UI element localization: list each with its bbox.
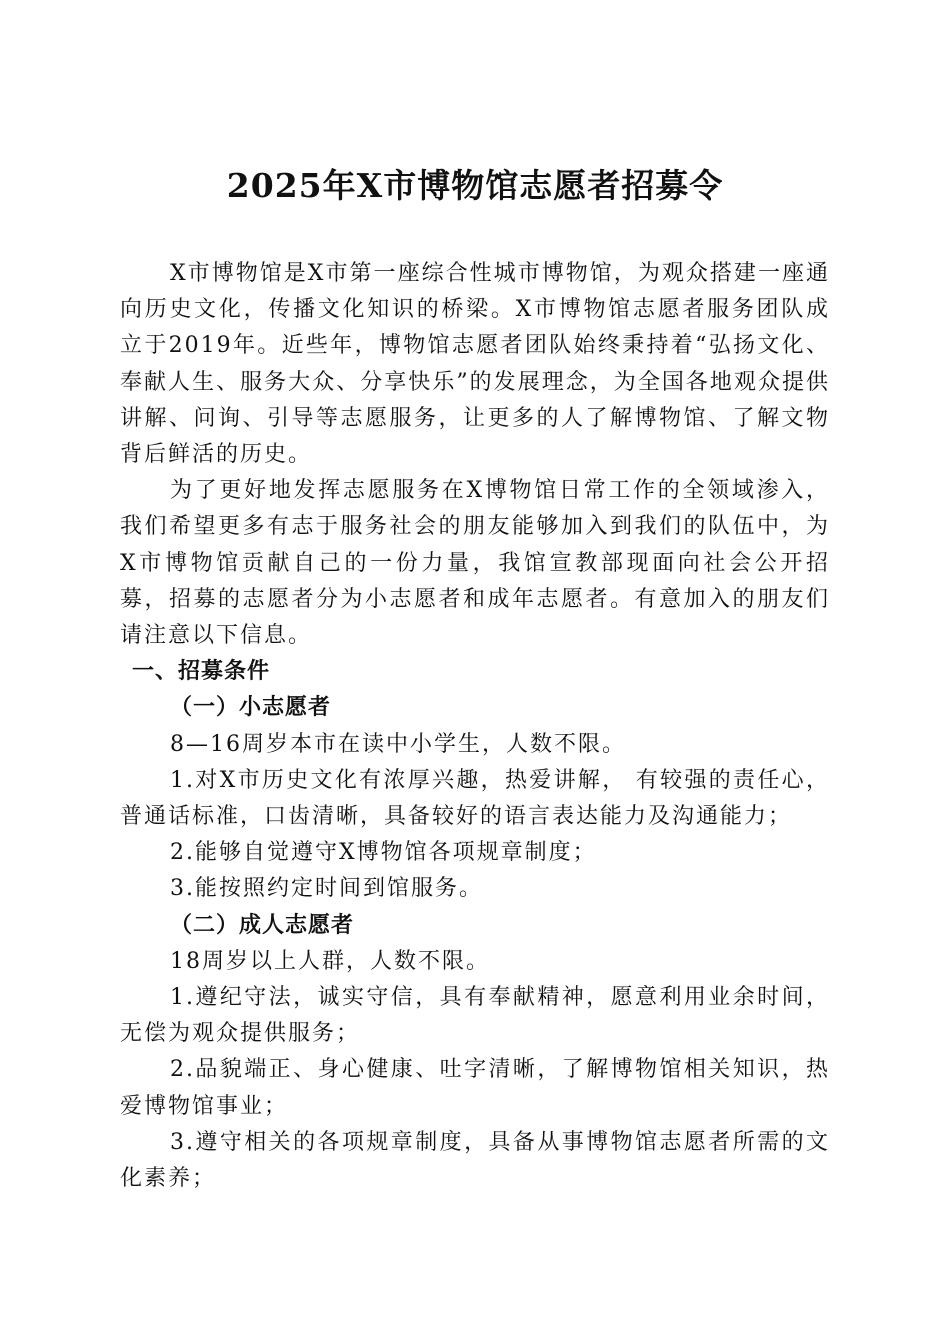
young-volunteers-item-1: 1.对X市历史文化有浓厚兴趣，热爱讲解， 有较强的责任心，普通话标准，口齿清晰，具备较好的语言表达能力及沟通能力； xyxy=(120,767,830,830)
section-heading-recruitment-conditions: 一、招募条件 xyxy=(132,659,271,685)
young-volunteers-scope: 8—16周岁本市在读中小学生，人数不限。 xyxy=(170,731,626,757)
young-volunteers-item-2: 2.能够自觉遵守X博物馆各项规章制度； xyxy=(170,840,597,866)
young-volunteers-item-3: 3.能按照约定时间到馆服务。 xyxy=(170,876,483,902)
adult-volunteers-item-3: 3.遵守相关的各项规章制度，具备从事博物馆志愿者所需的文化素养； xyxy=(120,1129,830,1192)
adult-volunteers-scope: 18周岁以上人群，人数不限。 xyxy=(170,948,490,974)
intro-paragraph-2: 为了更好地发挥志愿服务在X博物馆日常工作的全领域渗入，我们希望更多有志于服务社会的朋友能够加入到我们的队伍中，为X市博物馆贡献自己的一份力量，我馆宣教部现面向社会公开招募，招募的志愿者分为小志愿者和成年志愿者。有意加入的朋友们请注意以下信息。 xyxy=(120,478,830,649)
intro-paragraph-1: X市博物馆是X市第一座综合性城市博物馆，为观众搭建一座通向历史文化，传播文化知识的桥梁。X市博物馆志愿者服务团队成立于2019年。近些年，博物馆志愿者团队始终秉持着“弘扬文化、奉献人生、服务大众、分享快乐”的发展理念，为全国各地观众提供讲解、问询、引导等志愿服务，让更多的人了解博物馆、了解文物背后鲜活的历史。 xyxy=(120,261,830,468)
subsection-heading-adult-volunteers: （二）成人志愿者 xyxy=(170,912,355,938)
subsection-heading-young-volunteers: （一）小志愿者 xyxy=(170,695,332,721)
adult-volunteers-item-2: 2.品貌端正、身心健康、吐字清晰，了解博物馆相关知识，热爱博物馆事业； xyxy=(120,1057,830,1119)
document-title: 2025年X市博物馆志愿者招募令 xyxy=(226,166,724,205)
adult-volunteers-item-1: 1.遵纪守法，诚实守信，具有奉献精神，愿意利用业余时间，无偿为观众提供服务； xyxy=(120,985,830,1047)
document-body xyxy=(120,256,830,1197)
